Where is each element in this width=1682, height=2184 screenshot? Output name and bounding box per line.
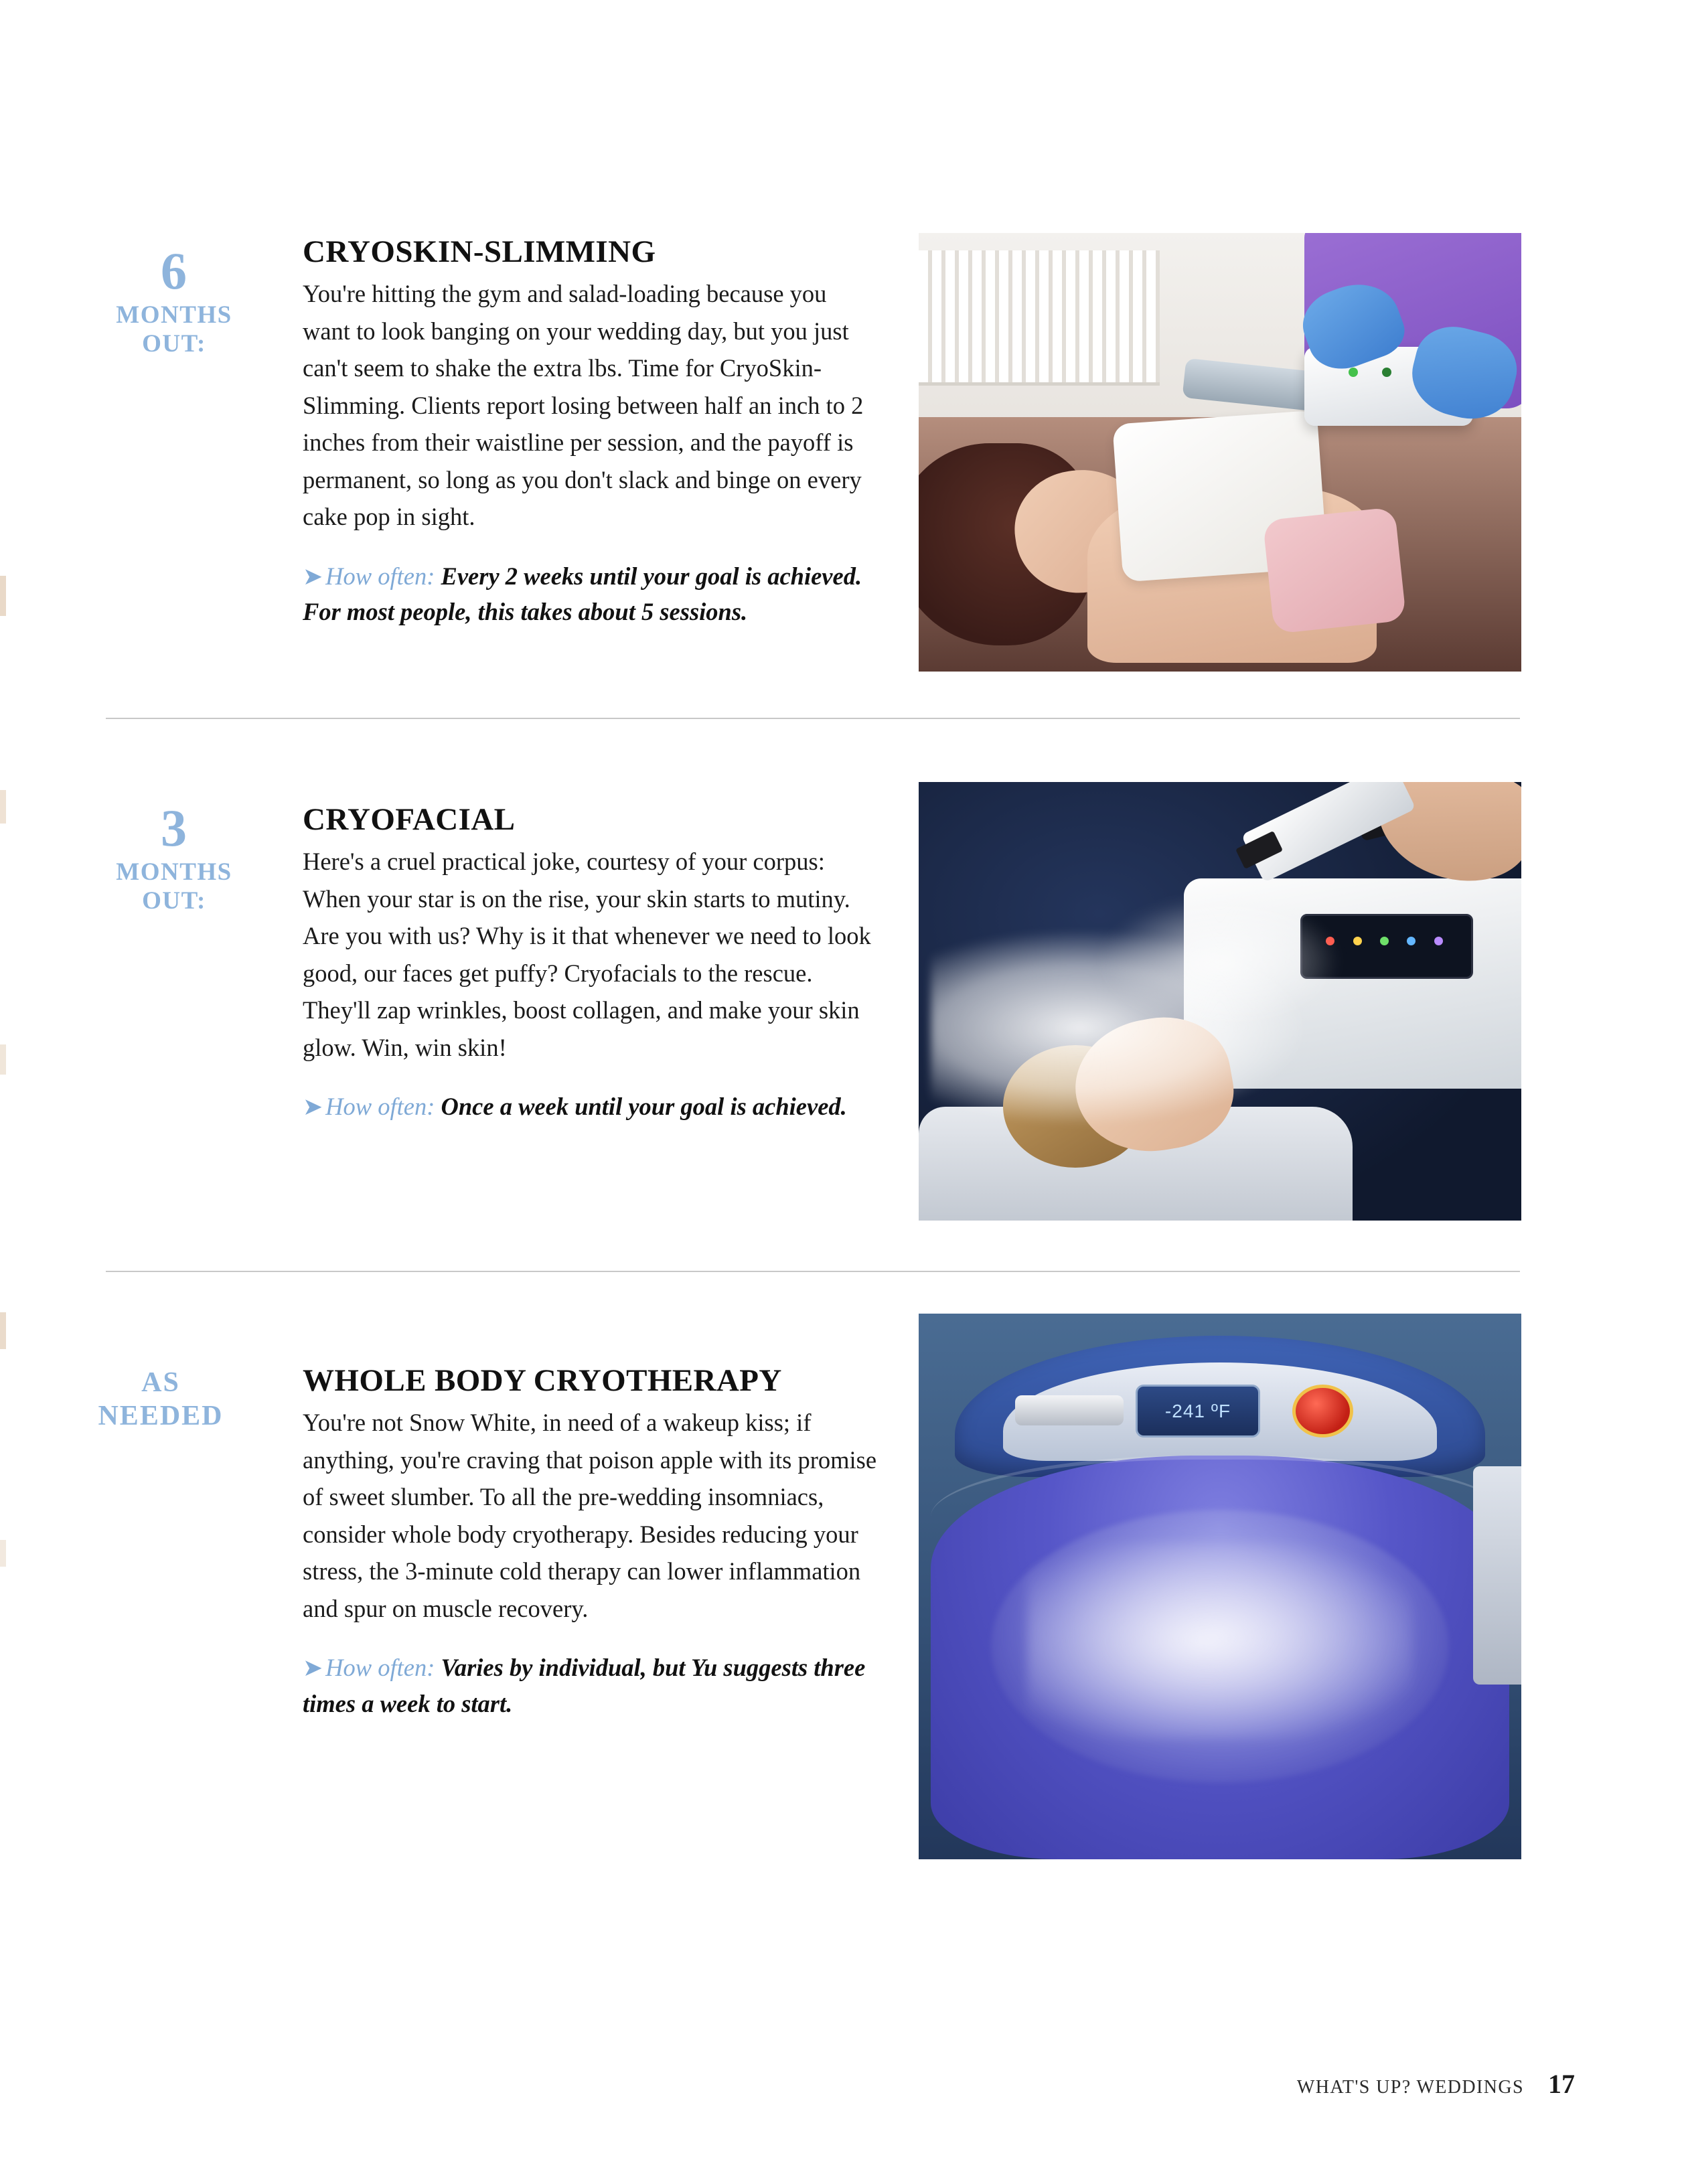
- emergency-stop-button-icon: [1292, 1385, 1353, 1437]
- photo-cryofacial: [919, 782, 1521, 1221]
- bleed-mark: [0, 1540, 6, 1567]
- timing-label: [60, 1366, 261, 1433]
- section-text-2: [303, 803, 880, 1149]
- section-divider: [106, 1271, 1520, 1272]
- timing-label: MONTHS OUT:: [116, 858, 232, 915]
- how-often-label: How often:: [325, 1093, 435, 1121]
- photo-cryoskin-slimming: [919, 233, 1521, 672]
- page-footer: [1297, 2068, 1575, 2100]
- timing-sublabel: NEEDED: [98, 1401, 224, 1432]
- page-number: 17: [1548, 2069, 1575, 2099]
- section-text-1: [303, 236, 880, 654]
- how-often-1: [303, 558, 880, 630]
- timing-number: 6: [161, 242, 187, 300]
- section-heading: CRYOFACIAL: [303, 802, 516, 837]
- how-often-value: Every 2 weeks until your goal is achieved. For most people, this takes about 5 sessions.: [303, 562, 862, 626]
- photo-whole-body-cryotherapy: [919, 1314, 1521, 1859]
- section-body: You're hitting the gym and salad-loading because you want to look banging on your wedding day, but you just can't seem to shake the extra lbs. Time for CryoSkin-Slimming. Clients report losing between half an inch to 2 inches from their waistline per session, and the payoff is permanent, so long as you don't slack and binge on every cake pop in sight.: [303, 280, 864, 531]
- section-heading: CRYOSKIN-SLIMMING: [303, 234, 656, 269]
- how-often-2: [303, 1089, 880, 1125]
- bleed-mark: [0, 790, 6, 824]
- timing-marker-3: [60, 1366, 261, 1433]
- section-body: Here's a cruel practical joke, courtesy of your corpus: When your star is on the rise, your skin starts to mutiny. Are you with us? Why is it that whenever we need to look good, our faces get puffy? Cryofacials to the rescue. They'll zap wrinkles, boost collagen, and make your skin glow. Win, win skin!: [303, 848, 871, 1061]
- timing-marker-1: [74, 242, 275, 359]
- how-often-3: [303, 1650, 880, 1721]
- timing-label: MONTHS OUT:: [116, 301, 232, 358]
- section-heading: WHOLE BODY CRYOTHERAPY: [303, 1363, 782, 1398]
- section-text-3: [303, 1364, 880, 1745]
- section-body: You're not Snow White, in need of a wakeup kiss; if anything, you're craving that poison apple with its promise of sweet slumber. To all the pre-wedding insomniacs, consider whole body cryotherapy. Besides reducing your stress, the 3-minute cold therapy can lower inflammation and spur on muscle recovery.: [303, 1409, 877, 1622]
- arrow-icon: ➤: [303, 562, 323, 590]
- how-often-value: Once a week until your goal is achieved.: [441, 1093, 847, 1121]
- how-often-label: How often:: [325, 562, 435, 590]
- bleed-mark: [0, 576, 6, 616]
- timing-marker-2: [74, 799, 275, 916]
- timing-number: AS: [141, 1367, 180, 1398]
- how-often-label: How often:: [325, 1654, 435, 1682]
- chamber-temperature-display: -241 ºF: [1164, 1400, 1231, 1421]
- timing-number: 3: [161, 799, 187, 857]
- footer-publication: WHAT'S UP? WEDDINGS: [1296, 2077, 1524, 2098]
- arrow-icon: ➤: [303, 1093, 323, 1121]
- section-divider: [106, 718, 1520, 719]
- bleed-mark: [0, 1044, 6, 1075]
- bleed-mark: [0, 1312, 6, 1349]
- arrow-icon: ➤: [303, 1654, 323, 1682]
- how-often-value: Varies by individual, but Yu suggests three times a week to start.: [303, 1654, 866, 1717]
